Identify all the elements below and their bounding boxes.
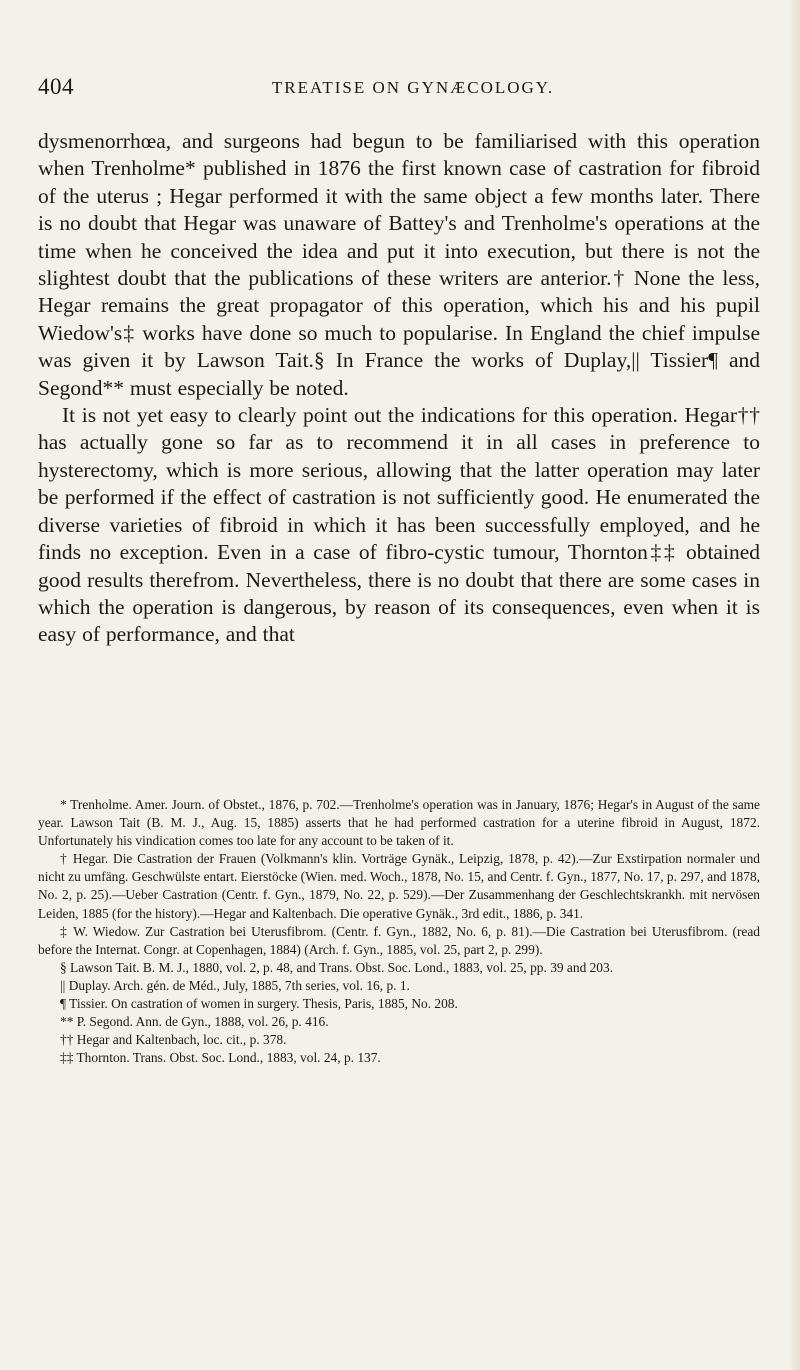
page-number: 404 (38, 74, 74, 99)
footnote-segond: ** P. Segond. Ann. de Gyn., 1888, vol. 26, p. 416. (60, 1014, 329, 1030)
footnote-wiedow: ‡ W. Wiedow. Zur Castration bei Uterusfibrom. (Centr. f. Gyn., 1882, No. 6, p. 81).—Die Castration bei Uterusfibrom. (read before the Internat. Congr. at Copenhagen, 1884) (Arch. f. Gyn., 1885, vol. 25, part 2, p. 299). (38, 923, 760, 957)
running-head: TREATISE ON GYNÆCOLOGY. (271, 78, 555, 97)
body-text (38, 128, 760, 649)
footnotes (38, 796, 760, 1067)
footnote-hegar-kaltenbach: †† Hegar and Kaltenbach, loc. cit., p. 378. (60, 1032, 287, 1048)
paragraph: dysmenorrhœa, and surgeons had begun to be familiarised with this operation when Trenholme* published in 1876 the first known case of castration for fibroid of the uterus ; Hegar performed it with the same object a few months later. There is no doubt that Hegar was unaware of Battey's and Trenholme's operations at the time when he conceived the idea and put it into execution, but there is not the slightest doubt that the publications of these writers are anterior.† None the less, Hegar remains the great propagator of this operation, which his and his pupil Wiedow's‡ works have done so much to popularise. In England the chief impulse was given it by Lawson Tait.§ In France the works of Duplay,|| Tissier¶ and Segond** must especially be noted. (38, 129, 760, 400)
paragraph: It is not yet easy to clearly point out the indications for this operation. Hegar†† has actually gone so far as to recommend it in all cases in preference to hysterectomy, which is more serious, allowing that the latter operation may later be performed if the effect of castration is not sufficiently good. He enumerated the diverse varieties of fibroid in which it has been successfully employed, and he finds no exception. Even in a case of fibro-cystic tumour, Thornton‡‡ obtained good results therefrom. Nevertheless, there is no doubt that there are some cases in which the operation is dangerous, by reason of its consequences, even when it is easy of performance, and that (38, 403, 760, 647)
page-header (38, 74, 758, 110)
footnote-hegar: † Hegar. Die Castration der Frauen (Volkmann's klin. Vorträge Gynäk., Leipzig, 1878, p. 42).—Zur Exstirpation normaler und nicht zu umfäng. Geschwülste entart. Eierstöcke (Wien. med. Woch., 1878, No. 15, and Centr. f. Gyn., 1877, No. 17, p. 297, and 1878, No. 2, p. 25).—Ueber Castration (Centr. f. Gyn., 1879, No. 22, p. 529).—Der Zusammenhang der Geschlechtskrankh. mit nervösen Leiden, 1885 (for the history).—Hegar and Kaltenbach. Die operative Gynäk., 3rd edit., 1886, p. 341. (38, 851, 760, 921)
footnote-thornton: ‡‡ Thornton. Trans. Obst. Soc. Lond., 1883, vol. 24, p. 137. (60, 1050, 381, 1066)
footnote-tissier: ¶ Tissier. On castration of women in surgery. Thesis, Paris, 1885, No. 208. (60, 996, 458, 1012)
page-edge-shadow (788, 0, 800, 1370)
footnote-duplay: || Duplay. Arch. gén. de Méd., July, 1885, 7th series, vol. 16, p. 1. (60, 977, 410, 993)
footnote-trenholme: * Trenholme. Amer. Journ. of Obstet., 1876, p. 702.—Trenholme's operation was in January, 1876; Hegar's in August of the same year. Lawson Tait (B. M. J., Aug. 15, 1885) asserts that he had performed castration for a uterine fibroid in August, 1872. Unfortunately his vindication comes too late for any account to be taken of it. (38, 797, 760, 849)
footnote-lawson-tait: § Lawson Tait. B. M. J., 1880, vol. 2, p. 48, and Trans. Obst. Soc. Lond., 1883, vol. 25, pp. 39 and 203. (60, 959, 614, 975)
